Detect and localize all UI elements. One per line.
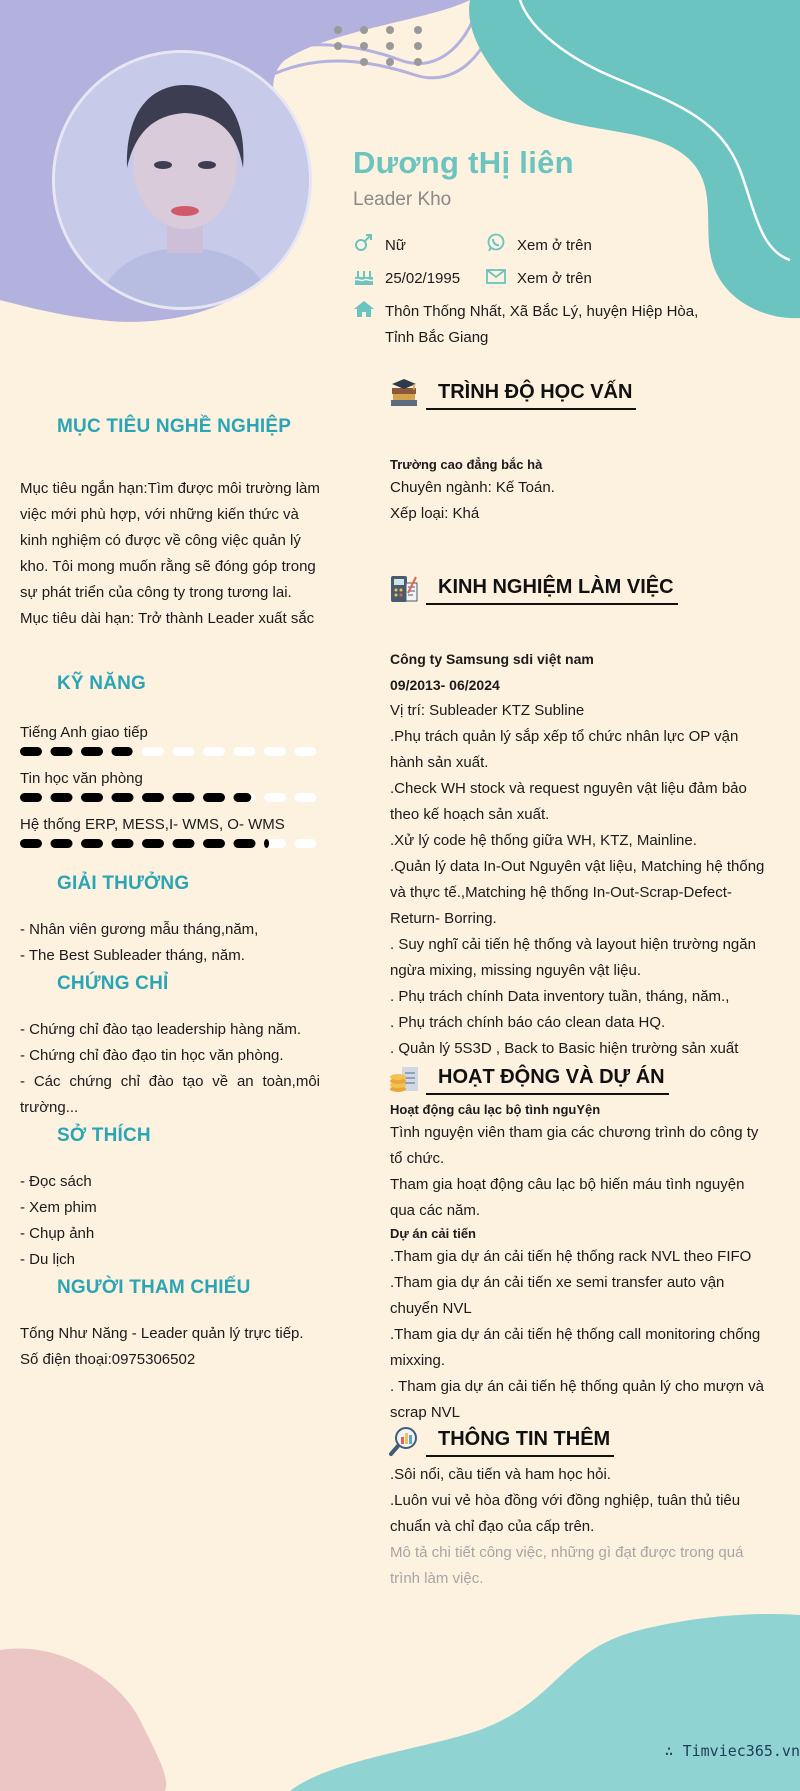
home-icon <box>353 299 375 319</box>
skill-dash-filled <box>112 839 134 848</box>
skill-dash-filled <box>234 839 256 848</box>
exp-line: .Phụ trách quản lý sắp xếp tổ chức nhân lực OP vận <box>390 728 739 745</box>
skill-dash-filled <box>112 793 134 802</box>
skill-dash-filled <box>203 793 225 802</box>
skill-bar-office <box>20 791 320 805</box>
school-name: Trường cao đẳng bắc hà <box>390 457 543 472</box>
experience-title: KINH NGHIỆM LÀM VIỆC <box>426 576 678 605</box>
skill-bar-erp <box>20 837 320 851</box>
objective-text <box>20 476 320 632</box>
education-heading <box>388 378 636 410</box>
graduation-books-icon <box>388 378 420 410</box>
certificates-title: CHỨNG CHỈ <box>57 973 169 994</box>
gender-icon <box>353 233 375 253</box>
search-chart-icon <box>388 1425 420 1457</box>
skill-dash-filled <box>20 839 42 848</box>
reference-title: NGƯỜI THAM CHIẾU <box>57 1277 251 1298</box>
club-line: tổ chức. <box>390 1150 445 1167</box>
certificate-item: - Chứng chỉ đào đạo tin học văn phòng. <box>20 1047 284 1064</box>
coins-chart-icon <box>388 1063 420 1095</box>
hobby-item: - Chụp ảnh <box>20 1225 95 1242</box>
skill-dash-empty <box>173 747 195 756</box>
skill-dash-filled <box>203 839 225 848</box>
skill-dash-filled <box>20 793 42 802</box>
company-name: Công ty Samsung sdi việt nam <box>390 651 594 667</box>
exp-line: .Check WH stock và request nguyên vật liệu đảm bảo <box>390 780 747 797</box>
skill-dash-filled <box>51 747 73 756</box>
email-value: Xem ở trên <box>517 270 592 287</box>
skill-dash-filled <box>81 747 103 756</box>
project-line: mixxing. <box>390 1352 446 1369</box>
extra-line: .Sôi nổi, cầu tiến và ham học hỏi. <box>390 1466 611 1483</box>
project-line: .Tham gia dự án cải tiến hệ thống rack NVL theo FIFO <box>390 1248 752 1265</box>
skill-dash-empty <box>295 793 317 802</box>
exp-line: .Quản lý data In-Out Nguyên vật liệu, Matching hệ thống <box>390 858 765 875</box>
reference-line: Tống Như Năng - Leader quản lý trực tiếp. <box>20 1325 304 1342</box>
experience-block <box>390 646 770 1062</box>
project-line: . Tham gia dự án cải tiến hệ thống quản lý cho mượn và <box>390 1378 765 1395</box>
info-email <box>485 266 592 292</box>
exp-line: .Xử lý code hệ thống giữa WH, KTZ, Mainline. <box>390 832 697 849</box>
exp-line: Vị trí: Subleader KTZ Subline <box>390 702 585 719</box>
club-title: Hoạt động câu lạc bộ tình nguYện <box>390 1102 601 1117</box>
skill-dash-empty <box>295 747 317 756</box>
certificate-item: trường... <box>20 1099 79 1116</box>
objective-title: MỤC TIÊU NGHỀ NGHIỆP <box>57 416 292 437</box>
exp-line: . Suy nghĩ cải tiến hệ thống và layout hiện trường ngăn <box>390 936 756 953</box>
info-birthday <box>353 266 460 292</box>
exp-line: . Phụ trách chính báo cáo clean data HQ. <box>390 1014 666 1031</box>
project-line: .Tham gia dự án cải tiến hệ thống call monitoring chống <box>390 1326 761 1343</box>
skill-dash-filled <box>81 793 103 802</box>
skill-bar-english <box>20 745 320 759</box>
skill-dash-filled <box>142 839 164 848</box>
extra-line: .Luôn vui vẻ hòa đồng với đồng nghiệp, tuân thủ tiêu <box>390 1492 741 1509</box>
email-icon <box>485 266 507 286</box>
skill-dash-filled <box>20 747 42 756</box>
address-line2: Tỉnh Bắc Giang <box>385 329 489 346</box>
education-major: Chuyên ngành: Kế Toán. <box>390 479 555 496</box>
skill-name: Tiếng Anh giao tiếp <box>20 724 148 741</box>
objective-line: kho. Tôi mong muốn rằng sẽ đóng góp trong <box>20 558 316 575</box>
certificate-item: - Chứng chỉ đào tạo leadership hàng năm. <box>20 1021 302 1038</box>
award-item: - The Best Subleader tháng, năm. <box>20 947 245 964</box>
extra-placeholder: trình làm việc. <box>390 1570 484 1587</box>
objective-line: kinh nghiệm có được về công việc quản lý <box>20 532 301 549</box>
exp-line: theo kế hoạch sản xuất. <box>390 806 550 823</box>
skills-title: KỸ NĂNG <box>57 673 147 694</box>
skill-name: Tin học văn phòng <box>20 770 143 787</box>
reference-text <box>20 1321 320 1373</box>
skill-dash-filled <box>112 747 133 756</box>
extra-title: THÔNG TIN THÊM <box>426 1428 614 1457</box>
extra-heading <box>388 1425 614 1457</box>
skill-dash-filled <box>234 793 252 802</box>
education-title: TRÌNH ĐỘ HỌC VẤN <box>426 381 636 410</box>
extra-block <box>390 1462 770 1592</box>
awards-text <box>20 917 320 969</box>
portrait-image <box>55 53 312 310</box>
club-line: qua các năm. <box>390 1202 481 1219</box>
exp-line: ngừa mixing, missing nguyên vật liệu. <box>390 962 642 979</box>
objective-line: Mục tiêu dài hạn: Trở thành Leader xuất sắc <box>20 610 315 627</box>
exp-line: Return- Borring. <box>390 910 497 927</box>
experience-heading <box>388 573 678 605</box>
work-period: 09/2013- 06/2024 <box>390 677 500 693</box>
hobby-item: - Du lịch <box>20 1251 76 1268</box>
activities-heading <box>388 1063 669 1095</box>
skill-dash-filled <box>264 839 269 848</box>
skill-dash-empty <box>295 839 317 848</box>
work-calculator-icon <box>388 573 420 605</box>
hobbies-title: SỞ THÍCH <box>57 1125 151 1146</box>
hobby-item: - Xem phim <box>20 1199 97 1216</box>
candidate-name: Dương tHị liên <box>353 145 574 180</box>
exp-line: hành sản xuất. <box>390 754 489 771</box>
education-rank: Xếp loại: Khá <box>390 505 480 522</box>
birthday-cake-icon <box>353 266 375 286</box>
project-line: .Tham gia dự án cải tiến xe semi transfer auto vận <box>390 1274 725 1291</box>
project-title: Dự án cải tiến <box>390 1226 476 1241</box>
objective-line: sự phát triển của công ty trong tương lai. <box>20 584 292 601</box>
activities-block <box>390 1100 770 1426</box>
info-gender <box>353 233 406 259</box>
address-line1: Thôn Thống Nhất, Xã Bắc Lý, huyện Hiệp Hòa, <box>385 303 699 320</box>
gender-value: Nữ <box>385 237 406 254</box>
candidate-role: Leader Kho <box>353 189 452 210</box>
info-phone <box>485 233 592 259</box>
skill-dash-empty <box>234 747 256 756</box>
skill-dash-filled <box>51 839 73 848</box>
skill-dash-filled <box>51 793 73 802</box>
certificates-text <box>20 1017 320 1121</box>
skill-dash-filled <box>142 793 164 802</box>
exp-line: . Phụ trách chính Data inventory tuần, tháng, năm., <box>390 988 730 1005</box>
skill-dash-empty <box>142 747 164 756</box>
project-line: chuyển NVL <box>390 1300 472 1317</box>
club-line: Tham gia hoạt động câu lạc bộ hiến máu tình nguyện <box>390 1176 745 1193</box>
reference-line: Số điện thoại:0975306502 <box>20 1351 196 1368</box>
skill-dash-empty <box>203 747 225 756</box>
skill-dash-filled <box>81 839 103 848</box>
hobbies-list <box>20 1169 320 1273</box>
info-address <box>353 299 698 351</box>
project-line: scrap NVL <box>390 1404 461 1421</box>
education-block <box>390 455 770 527</box>
timviec365-logo[interactable]: ∴ Timviec365.vn <box>664 1742 800 1760</box>
birthday-value: 25/02/1995 <box>385 270 461 287</box>
exp-line: . Quản lý 5S3D , Back to Basic hiện trường sản xuất <box>390 1040 739 1057</box>
extra-line: chuẩn và chỉ đạo của cấp trên. <box>390 1518 595 1535</box>
award-item: - Nhân viên gương mẫu tháng,năm, <box>20 921 259 938</box>
skill-dash-empty <box>264 793 286 802</box>
awards-title: GIẢI THƯỞNG <box>57 873 190 894</box>
objective-line: việc mới phù hợp, với những kiến thức và <box>20 506 299 523</box>
avatar <box>52 50 312 310</box>
certificate-item: - Các chứng chỉ đào tạo về an toàn,môi <box>20 1073 320 1090</box>
phone-icon <box>485 233 507 253</box>
phone-value: Xem ở trên <box>517 237 592 254</box>
club-line: Tình nguyện viên tham gia các chương trình do công ty <box>390 1124 759 1141</box>
skill-name: Hệ thống ERP, MESS,I- WMS, O- WMS <box>20 816 285 833</box>
skill-dash-filled <box>173 793 195 802</box>
objective-line: Mục tiêu ngắn hạn:Tìm được môi trường làm <box>20 480 320 497</box>
activities-title: HOẠT ĐỘNG VÀ DỰ ÁN <box>426 1066 669 1095</box>
skill-dash-filled <box>173 839 195 848</box>
exp-line: và thực tế.,Matching hệ thống In-Out-Scrap-Defect- <box>390 884 732 901</box>
hobby-item: - Đọc sách <box>20 1173 92 1190</box>
skill-dash-empty <box>264 747 286 756</box>
extra-placeholder: Mô tả chi tiết công việc, những gì đạt được trong quá <box>390 1544 744 1561</box>
